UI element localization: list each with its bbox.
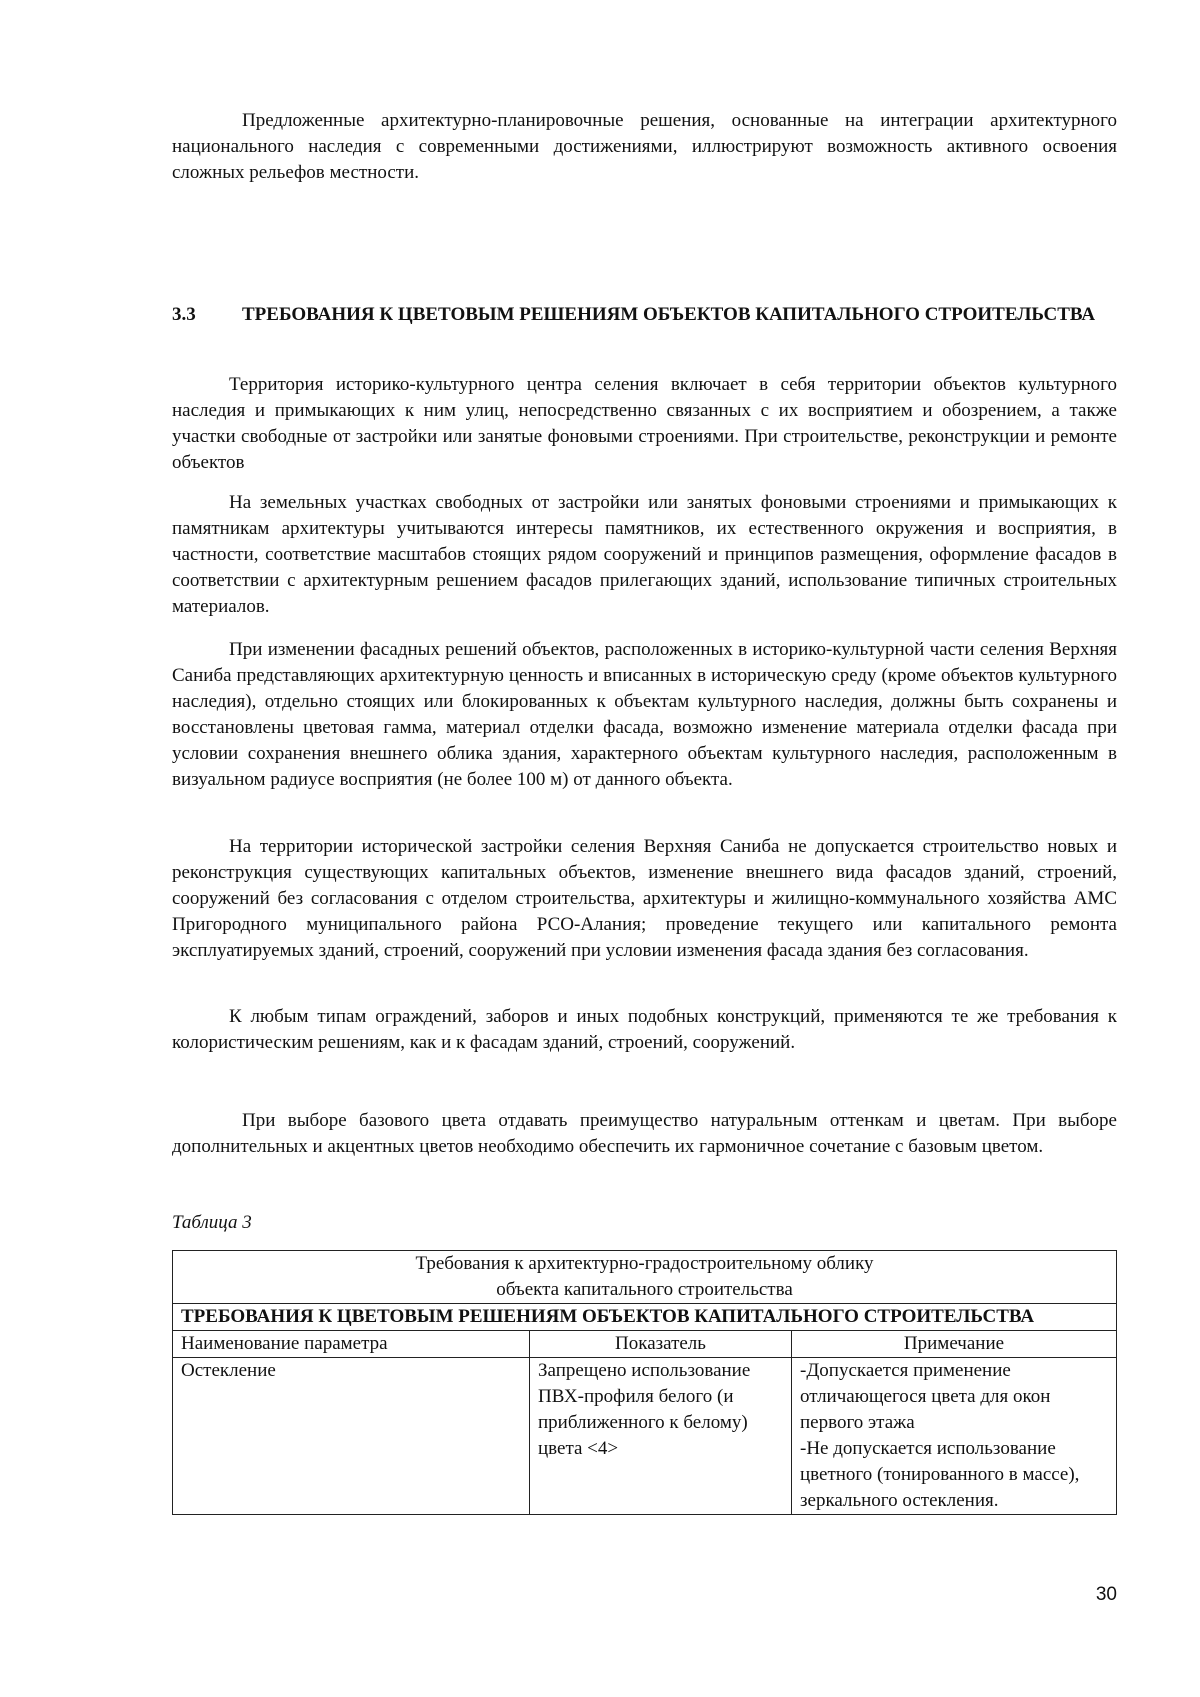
section-heading [172, 302, 1117, 328]
paragraph-facade-changes: При изменении фасадных решений объектов, расположенных в историко-культурной части селения Верхняя Саниба представляющих архитектурную ценность и вписанных в историческую среду (кроме объектов культурного наследия), отдельно стоящих или блокированных к объектам культурного наследия, должны быть сохранены и восстановлены цветовая гамма, материал отделки фасада, возможно изменение материала отделки фасада при условии сохранения внешнего облика здания, характерного объектам культурного наследия, расположенным в визуальном радиусе восприятия (не более 100 м) от данного объекта. [172, 639, 1117, 790]
table-header-row [173, 1331, 1117, 1358]
paragraph-land-plots: На земельных участках свободных от застройки или занятых фоновыми строениями и примыкающих к памятникам архитектуры учитываются интересы памятников, их естественного окружения и восприятия, в частности, соответствие масштабов стоящих рядом сооружений и принципов размещения, оформление фасадов в соответствии с архитектурным решением фасадов прилегающих зданий, использование типичных строительных материалов. [172, 492, 1117, 617]
table-title-row [173, 1251, 1117, 1304]
paragraph-base-color: При выборе базового цвета отдавать преимущество натуральным оттенкам и цветам. При выборе дополнительных и акцентных цветов необходимо обеспечить их гармоничное сочетание с базовым цветом. [172, 1110, 1117, 1157]
column-header-parameter: Наименование параметра [173, 1331, 530, 1358]
cell-note-line2: -Не допускается использование цветного (тонированного в массе), зеркального остекления. [800, 1438, 1080, 1511]
table-title [173, 1251, 1117, 1304]
table-caption: Таблица 3 [172, 1212, 252, 1233]
table-subheading-row [173, 1304, 1117, 1331]
document-page [172, 0, 1117, 1697]
table-row [173, 1358, 1117, 1515]
intro-paragraph: Предложенные архитектурно-планировочные решения, основанные на интеграции архитектурного национального наследия с современными достижениями, иллюстрируют возможность активного освоения сложных рельефов местности. [172, 110, 1117, 183]
requirements-table [172, 1250, 1117, 1515]
cell-note [792, 1358, 1117, 1515]
paragraph-historic-construction: На территории исторической застройки селения Верхняя Саниба не допускается строительство новых и реконструкция существующих капитальных объектов, изменение внешнего вида фасадов зданий, строений, сооружений без согласования с отделом строительства, архитектуры и жилищно-коммунального хозяйства АМС Пригородного муниципального района РСО-Алания; проведение текущего или капитального ремонта эксплуатируемых зданий, строений, сооружений при условии изменения фасада здания без согласования. [172, 836, 1117, 961]
table-title-line1: Требования к архитектурно-градостроительному облику [415, 1253, 874, 1274]
page-number: 30 [1095, 1584, 1117, 1605]
table-title-line2: объекта капитального строительства [496, 1279, 793, 1300]
column-header-note: Примечание [792, 1331, 1117, 1358]
table-subheading: ТРЕБОВАНИЯ К ЦВЕТОВЫМ РЕШЕНИЯМ ОБЪЕКТОВ КАПИТАЛЬНОГО СТРОИТЕЛЬСТВА [173, 1304, 1117, 1331]
paragraph-territory: Территория историко-культурного центра селения включает в себя территории объектов культурного наследия и примыкающих к ним улиц, непосредственно связанных с их восприятием и обозрением, а также участки свободные от застройки или занятые фоновыми строениями. При строительстве, реконструкции и ремонте объектов [172, 374, 1117, 473]
section-number: 3.3 [172, 304, 196, 325]
paragraph-fences: К любым типам ограждений, заборов и иных подобных конструкций, применяются те же требования к колористическим решениям, как и к фасадам зданий, строений, сооружений. [172, 1006, 1117, 1053]
column-header-indicator: Показатель [530, 1331, 792, 1358]
section-title: ТРЕБОВАНИЯ К ЦВЕТОВЫМ РЕШЕНИЯМ ОБЪЕКТОВ КАПИТАЛЬНОГО СТРОИТЕЛЬСТВА [242, 304, 1096, 325]
cell-indicator: Запрещено использование ПВХ-профиля белого (и приближенного к белому) цвета <4> [530, 1358, 792, 1515]
cell-parameter: Остекление [173, 1358, 530, 1515]
cell-note-line1: -Допускается применение отличающегося цвета для окон первого этажа [800, 1360, 1051, 1433]
